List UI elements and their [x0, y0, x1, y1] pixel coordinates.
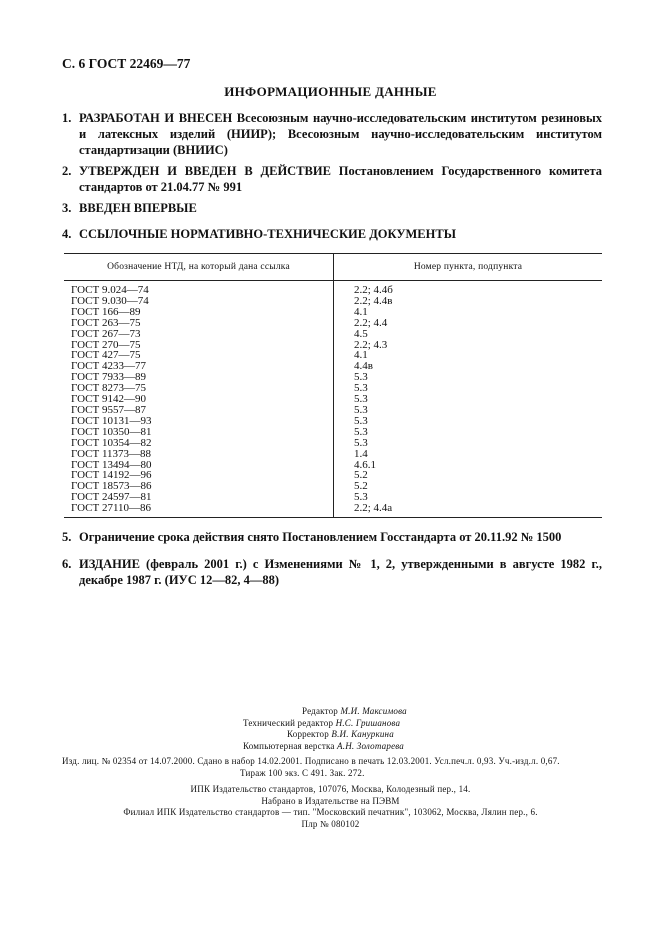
table-row — [64, 503, 602, 517]
item-label: УТВЕРЖДЕН И ВВЕДЕН В ДЕЙСТВИЕ — [79, 164, 331, 178]
editor-name: А.Н. Золотарева — [337, 740, 405, 751]
corrector-line — [243, 729, 407, 741]
editor-line — [243, 706, 407, 718]
cell-document: ГОСТ 267—73 — [64, 329, 334, 340]
cell-document: ГОСТ 9.030—74 — [64, 296, 334, 307]
item-number: 5. — [62, 530, 72, 544]
cell-clause: 5.2 — [354, 480, 368, 493]
cell-document: ГОСТ 10350—81 — [64, 427, 334, 438]
cell-clause: 5.3 — [354, 491, 368, 504]
table-row — [64, 449, 602, 460]
table-row — [64, 296, 602, 307]
cell-document: ГОСТ 11373—88 — [64, 449, 334, 460]
item-5 — [62, 529, 602, 545]
item-label: ССЫЛОЧНЫЕ НОРМАТИВНО-ТЕХНИЧЕСКИЕ ДОКУМЕНТЫ — [79, 227, 456, 241]
item-number: 1. — [62, 111, 72, 125]
cell-clause: 4.5 — [354, 327, 368, 340]
tech-editor-line — [243, 718, 407, 730]
cell-document: ГОСТ 24597—81 — [64, 492, 334, 503]
cell-document: ГОСТ 270—75 — [64, 340, 334, 351]
cell-document: ГОСТ 13494—80 — [64, 460, 334, 471]
cell-document: ГОСТ 8273—75 — [64, 383, 334, 394]
publishing-line-2: Тираж 100 экз. С 491. Зак. 272. — [240, 767, 365, 778]
cell-clause: 2.2; 4.4б — [354, 284, 393, 296]
cell-clause: 5.3 — [354, 382, 368, 395]
cell-document: ГОСТ 263—75 — [64, 318, 334, 329]
item-1 — [62, 110, 602, 158]
cell-document: ГОСТ 7933—89 — [64, 372, 334, 383]
editor-role: Редактор — [302, 706, 339, 716]
editor-role: Технический редактор — [243, 717, 334, 728]
references-table — [64, 253, 602, 518]
cell-clause: 4.4в — [354, 360, 373, 373]
table-row — [64, 318, 602, 329]
item-text: Ограничение срока действия снято Постановлением Госстандарта от 20.11.92 № 1500 — [79, 530, 562, 544]
page-title: ИНФОРМАЦИОННЫЕ ДАННЫЕ — [224, 84, 437, 99]
cell-document: ГОСТ 166—89 — [64, 307, 334, 318]
cell-clause: 2.2; 4.3 — [354, 338, 388, 351]
editor-name: М.И. Максимова — [340, 706, 407, 716]
cell-document: ГОСТ 10131—93 — [64, 416, 334, 427]
imprint-line: Набрано в Издательстве на ПЭВМ — [261, 795, 400, 806]
cell-clause: 2.2; 4.4а — [334, 503, 603, 517]
item-label: РАЗРАБОТАН И ВНЕСЕН — [79, 111, 233, 125]
cell-document: ГОСТ 427—75 — [64, 350, 334, 361]
cell-clause: 2.2; 4.4в — [354, 294, 393, 307]
imprint-line: Плр № 080102 — [301, 818, 360, 829]
table-row — [64, 438, 602, 449]
table-row — [64, 281, 602, 296]
item-text: Всесоюзным научно-исследовательским институтом резиновых и латексных изделий (НИИР); Всесоюзным научно-исследовательским институтом стандартизации (ВНИИС) — [79, 111, 602, 157]
imprint-line: Филиал ИПК Издательство стандартов — тип. "Московский печатник", 103062, Москва, Лялин пер., 6. — [123, 807, 538, 817]
table-row — [64, 340, 602, 351]
cell-document: ГОСТ 9557—87 — [64, 405, 334, 416]
cell-clause: 2.2; 4.4 — [354, 316, 388, 329]
editor-role: Корректор — [287, 729, 329, 739]
item-2 — [62, 163, 602, 195]
table-row — [64, 329, 602, 340]
publishing-details — [62, 756, 602, 779]
item-6 — [62, 556, 602, 588]
cell-document: ГОСТ 18573—86 — [64, 481, 334, 492]
editor-name: В.И. Кануркина — [331, 729, 394, 739]
item-number: 2. — [62, 164, 72, 178]
cell-clause: 4.6.1 — [354, 458, 376, 471]
item-number: 3. — [62, 201, 72, 215]
item-text: (февраль 2001 г.) с Изменениями № 1, 2, утвержденными в августе 1982 г., декабре 1987 г. (ИУС 12—82, 4—88) — [79, 557, 602, 587]
layout-line — [243, 741, 407, 753]
table-body — [64, 281, 602, 518]
item-text: Постановлением Государственного комитета стандартов от 21.04.77 № 991 — [79, 164, 603, 194]
item-label: ВВЕДЕН ВПЕРВЫЕ — [79, 201, 197, 215]
editor-name: Н.С. Гришанова — [335, 717, 401, 728]
item-number: 6. — [62, 557, 72, 571]
cell-clause: 1.4 — [354, 447, 368, 460]
cell-clause: 5.3 — [354, 371, 368, 384]
cell-clause: 5.3 — [354, 403, 368, 416]
table-header-document: Обозначение НТД, на который дана ссылка — [64, 254, 334, 281]
editor-role: Компьютерная верстка — [243, 740, 335, 751]
imprint-line: ИПК Издательство стандартов, 107076, Москва, Колодезный пер., 14. — [190, 784, 471, 794]
cell-clause: 5.3 — [354, 414, 368, 427]
table-header-clause: Номер пункта, подпункта — [334, 254, 603, 281]
editorial-credits — [243, 706, 407, 752]
item-number: 4. — [62, 227, 72, 241]
item-4 — [62, 226, 602, 242]
publishing-line-1: Изд. лиц. № 02354 от 14.07.2000. Сдано в набор 14.02.2001. Подписано в печать 12.03.2001. Усл.печ.л. 0,93. Уч.-изд.л. 0,67. — [62, 756, 560, 766]
imprint — [0, 784, 661, 830]
cell-document: ГОСТ 9.024—74 — [64, 281, 334, 296]
cell-clause: 4.1 — [354, 305, 368, 318]
item-3 — [62, 200, 602, 216]
item-label: ИЗДАНИЕ — [79, 557, 140, 571]
cell-document: ГОСТ 9142—90 — [64, 394, 334, 405]
cell-document: ГОСТ 10354—82 — [64, 438, 334, 449]
cell-clause: 4.1 — [354, 349, 368, 362]
cell-document: ГОСТ 4233—77 — [64, 361, 334, 372]
page-header: С. 6 ГОСТ 22469—77 — [62, 56, 191, 71]
cell-clause: 5.2 — [354, 469, 368, 482]
cell-clause: 5.3 — [354, 393, 368, 406]
table-row — [64, 307, 602, 318]
cell-clause: 5.3 — [354, 425, 368, 438]
cell-document: ГОСТ 14192—96 — [64, 470, 334, 481]
cell-clause: 5.3 — [354, 436, 368, 449]
cell-document: ГОСТ 27110—86 — [64, 503, 334, 517]
